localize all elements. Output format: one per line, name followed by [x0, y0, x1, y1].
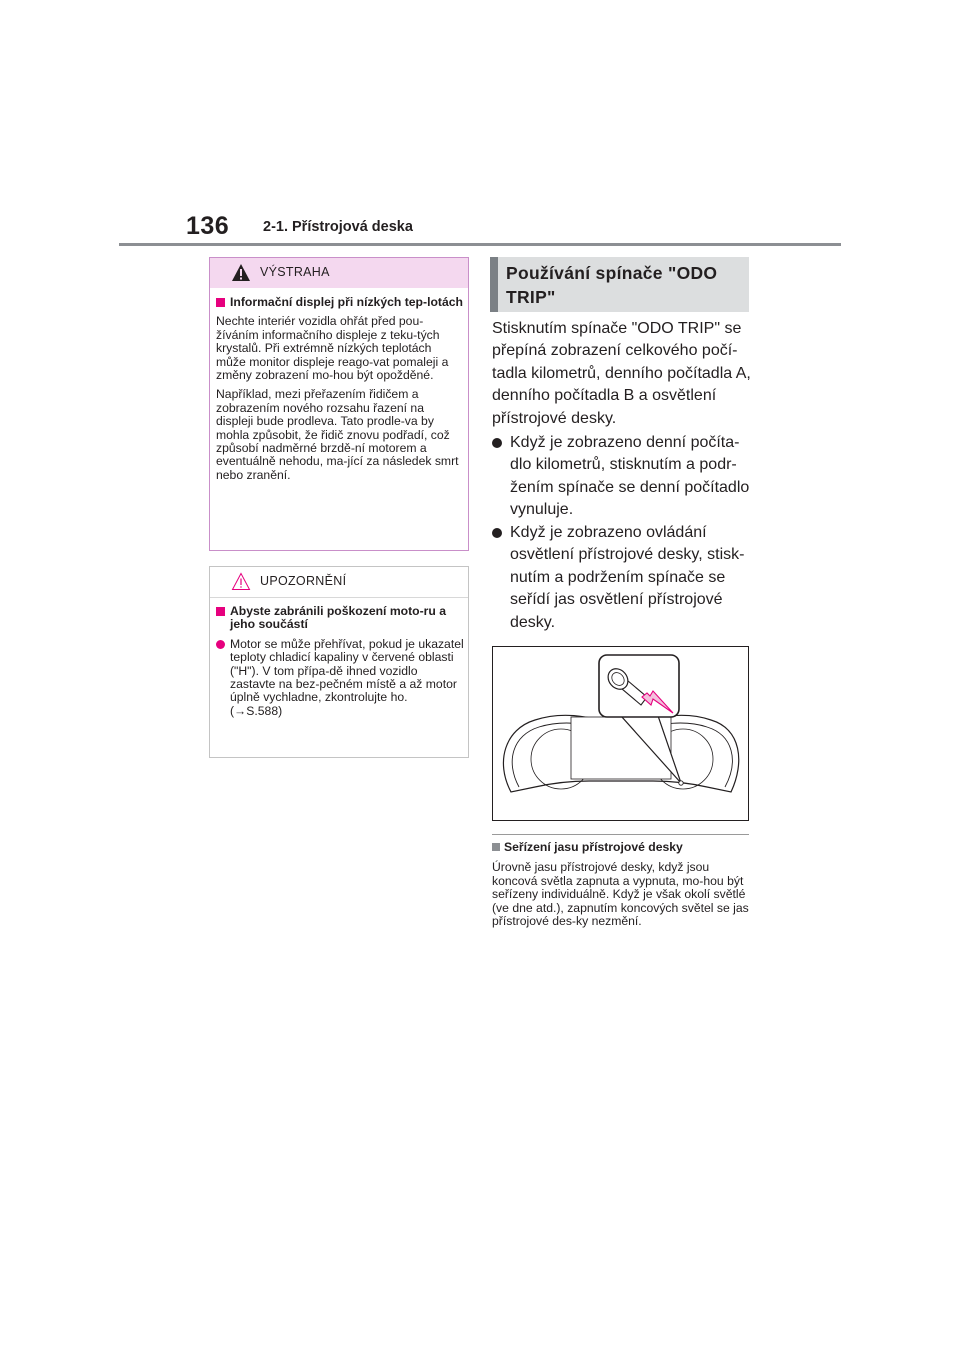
bullet-dot-icon	[492, 438, 502, 448]
odo-bullet-2-text: Když je zobrazeno ovládání osvětlení přístrojové desky, stisk-nutím a podržením spínače se seřídí jas osvětlení přístrojové desky.	[510, 524, 745, 631]
page-number: 136	[186, 212, 230, 240]
caution-header	[210, 567, 468, 598]
section-title: 2-1. Přístrojová deska	[263, 219, 413, 235]
odo-bullet-2	[492, 522, 754, 634]
warning-item-heading-text: Informační displej při nízkých tep-lotách	[230, 295, 463, 309]
brightness-section	[492, 841, 750, 928]
switch-location-marker	[679, 781, 683, 785]
warning-title: VÝSTRAHA	[260, 265, 330, 279]
warning-triangle-icon	[231, 263, 251, 282]
subsection-divider	[492, 834, 749, 835]
caution-bullet	[216, 638, 464, 718]
odo-bullet-1-text: Když je zobrazeno denní počíta-dlo kilometrů, stisknutím a podr-žením spínače se denní počítadlo vynuluje.	[510, 434, 750, 519]
bullet-dot-icon	[492, 528, 502, 538]
instrument-cluster-illustration	[492, 646, 749, 821]
square-bullet-icon	[492, 843, 500, 851]
odo-section-heading-box	[490, 257, 749, 312]
caution-body	[216, 605, 464, 718]
warning-paragraph-1: Nechte interiér vozidla ohřát před pou-žíváním informačního displeje z teku-tých krystalů. Při extrémně nízkých teplotách může monitor displeje reago-vat pomaleji a změny zobrazení mo-hou být opožděné.	[216, 314, 449, 383]
caution-box	[209, 566, 469, 758]
caution-title: UPOZORNĚNÍ	[260, 574, 347, 588]
odo-bullet-1	[492, 432, 754, 522]
warning-item-heading	[216, 296, 464, 309]
heading-accent-bar	[490, 257, 498, 312]
brightness-heading	[492, 841, 750, 854]
brightness-text: Úrovně jasu přístrojové desky, když jsou koncová světla zapnuta a vypnuta, mo-hou být seřízeny individuálně. Když je však okolí světlé (ve dne atd.), zapnutím koncových světel se jas přístrojové des-ky nezmění.	[492, 860, 749, 929]
warning-header	[210, 258, 468, 288]
caution-item-heading	[216, 605, 464, 632]
square-bullet-icon	[216, 607, 225, 616]
header-divider	[119, 243, 841, 246]
square-bullet-icon	[216, 298, 225, 307]
odo-intro-text: Stisknutím spínače "ODO TRIP" se přepíná zobrazení celkového počí-tadla kilometrů, denního počítadla A, denního počítadla B a osvětlení přístrojové desky.	[492, 320, 751, 427]
brightness-heading-text: Seřízení jasu přístrojové desky	[504, 840, 683, 854]
caution-triangle-icon	[231, 572, 251, 591]
warning-body	[216, 296, 464, 488]
odo-section-heading: Používání spínače "ODO TRIP"	[506, 263, 718, 307]
caution-item-heading-text: Abyste zabránili poškození moto-ru a jeho součástí	[230, 604, 447, 632]
round-bullet-icon	[216, 640, 225, 649]
warning-box	[209, 257, 469, 551]
caution-bullet-text: Motor se může přehřívat, pokud je ukazatel teploty chladicí kapaliny v červené oblasti ("H"). V tom přípa-dě ihned vozidlo zastavte na bez-pečném místě a až motor úplně vychladne, zkontrolujte ho.	[230, 636, 464, 705]
instrument-cluster-drawing	[493, 647, 748, 820]
caution-reference[interactable]: (→S.588)	[230, 703, 283, 718]
warning-paragraph-2: Například, mezi přeřazením řidičem a zobrazením nového rozsahu řazení na displeji bude prodleva. Tato prodle-va by mohla způsobit, že řidič znovu podřadí, což způsobí nadměrné brzdě-ní motorem a eventuálně nehodu, ma-jící za následek smrt nebo zranění.	[216, 387, 459, 482]
